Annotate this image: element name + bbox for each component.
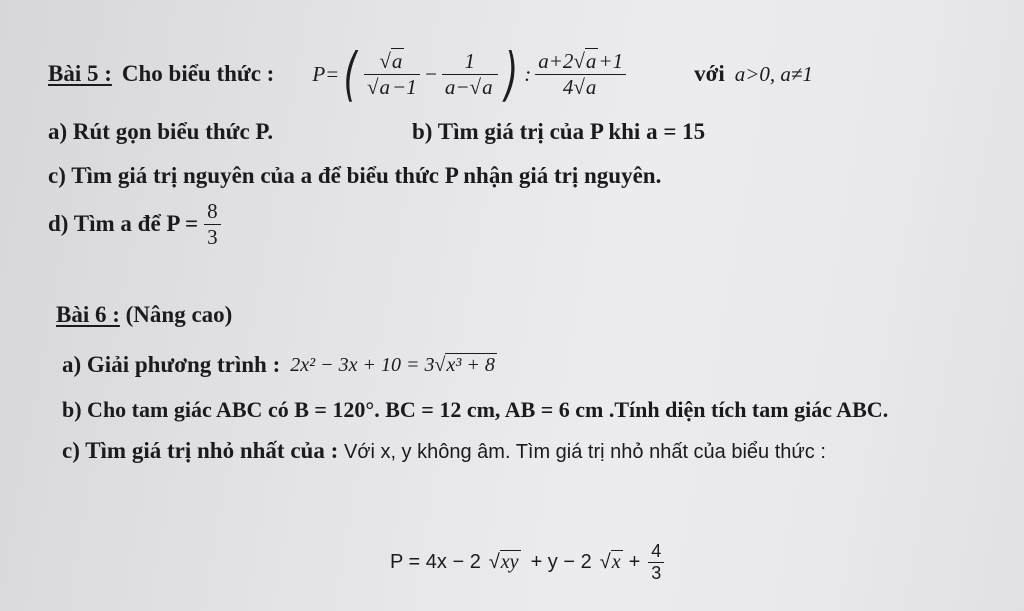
bai5-intro: Cho biểu thức :: [121, 61, 275, 86]
bai5-part-b: b) Tìm giá trị của P khi a = 15: [412, 119, 706, 144]
bai5-part-c: c) Tìm giá trị nguyên của a để biểu thức P nhận giá trị nguyên.: [48, 163, 662, 188]
d-fraction: $\frac{8}{3}$: [204, 199, 221, 248]
bai6-part-a: a) Giải phương trình : 2x² − 3x + 10 = 3√x³ + 8: [62, 352, 495, 377]
term1-fraction: $\frac{√a}{√a-1}$: [364, 49, 420, 98]
bai6-part-b: b) Cho tam giác ABC có B = 120°. BC = 12 cm, AB = 6 cm .Tính diện tích tam giác ABC.: [62, 397, 889, 422]
bai6-subtitle: (Nâng cao): [125, 302, 233, 327]
bai6-title: Bài 6 :: [56, 302, 120, 327]
term3-fraction: $\frac{a+2√a+1}{4√a}$: [535, 49, 626, 98]
bai5-with: với: [694, 61, 725, 86]
bai6-header: [56, 302, 232, 328]
term2-fraction: $\frac{1}{a-√a}$: [442, 49, 498, 98]
bai6-expression: P = 4x − 2 √ xy + y − 2 √ x + $\frac{4}{3}$: [390, 534, 666, 590]
bai5-title: Bài 5 :: [48, 61, 112, 86]
bai6-equation: 2x² − 3x + 10 = 3√x³ + 8: [290, 353, 495, 376]
bai6-part-c: c) Tìm giá trị nhỏ nhất của : Với x, y không âm. Tìm giá trị nhỏ nhất của biểu thức :: [62, 438, 826, 463]
bai5-condition: a>0, a≠1: [734, 61, 813, 86]
bai5-formula: P= ( $\frac{√a}{√a-1}$ − $\frac{1}{a-√a}$ ) : $\frac{a+2√a+1}{4√a}$: [312, 45, 628, 103]
bai5-part-d: d) Tìm a để P = $\frac{8}{3}$: [48, 192, 223, 256]
bai5-header: [48, 34, 813, 114]
bai5-part-a: a) Rút gọn biểu thức P.: [48, 119, 274, 144]
